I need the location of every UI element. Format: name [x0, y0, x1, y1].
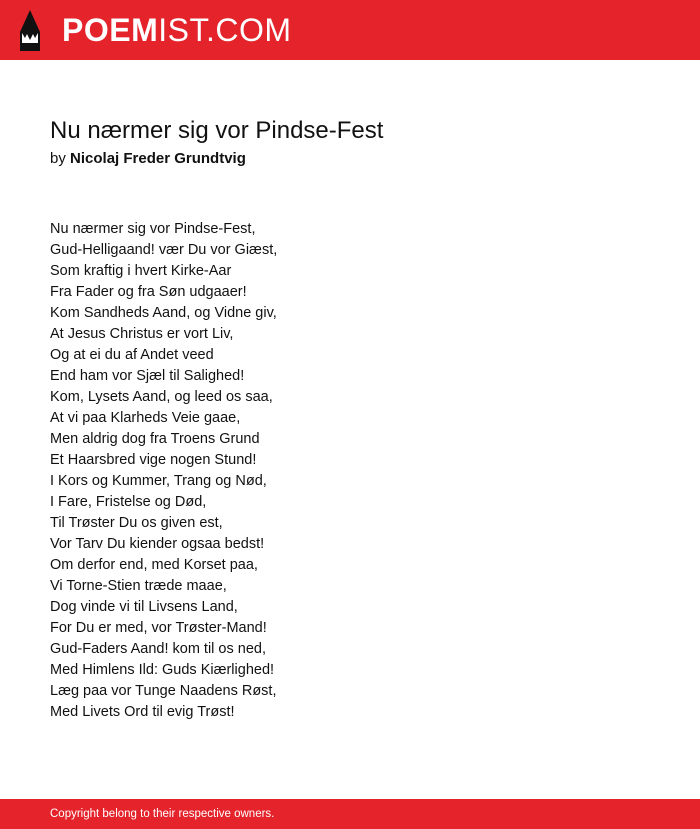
poem-line: Med Himlens Ild: Guds Kiærlighed!: [50, 662, 275, 678]
poem-body: [50, 219, 650, 723]
poem-line: Gud-Faders Aand! kom til os ned,: [50, 641, 266, 657]
brand-bold-text: POEM: [62, 12, 159, 48]
poem-line: Men aldrig dog fra Troens Grund: [50, 431, 260, 447]
poem-line: Vor Tarv Du kiender ogsaa bedst!: [50, 536, 265, 552]
poem-line: Og at ei du af Andet veed: [50, 347, 214, 363]
poem-line: At vi paa Klarheds Veie gaae,: [50, 410, 241, 426]
poem-line: I Fare, Fristelse og Død,: [50, 494, 207, 510]
site-footer: [0, 799, 700, 829]
poem-line: For Du er med, vor Trøster-Mand!: [50, 620, 267, 636]
poem-title: Nu nærmer sig vor Pindse-Fest: [50, 117, 384, 144]
poem-line: Dog vinde vi til Livsens Land,: [50, 599, 238, 615]
poem-line: Om derfor end, med Korset paa,: [50, 557, 258, 573]
poem-line: Til Trøster Du os given est,: [50, 515, 223, 531]
poem-line: Et Haarsbred vige nogen Stund!: [50, 452, 257, 468]
poem-byline: [50, 149, 246, 169]
poem-line: Fra Fader og fra Søn udgaaer!: [50, 284, 247, 300]
by-label: by: [50, 150, 66, 167]
pen-nib-icon[interactable]: [18, 10, 42, 51]
poem-line: Kom Sandheds Aand, og Vidne giv,: [50, 305, 277, 321]
poem-line: End ham vor Sjæl til Salighed!: [50, 368, 245, 384]
poem-line: Nu nærmer sig vor Pindse-Fest,: [50, 221, 256, 237]
poem-line: I Kors og Kummer, Trang og Nød,: [50, 473, 267, 489]
poem-line: Gud-Helligaand! vær Du vor Giæst,: [50, 242, 278, 258]
copyright-text: Copyright belong to their respective owners.: [50, 808, 275, 820]
poem-line: Læg paa vor Tunge Naadens Røst,: [50, 683, 277, 699]
poem-line: Som kraftig i hvert Kirke-Aar: [50, 263, 232, 279]
poem-line: At Jesus Christus er vort Liv,: [50, 326, 234, 342]
site-brand-link[interactable]: [62, 12, 292, 48]
poem-line: Vi Torne-Stien træde maae,: [50, 578, 227, 594]
author-name: Nicolaj Freder Grundtvig: [70, 150, 246, 167]
brand-light-text: IST.COM: [158, 12, 292, 48]
poem-line: Kom, Lysets Aand, og leed os saa,: [50, 389, 273, 405]
site-header: [0, 0, 700, 60]
poem-line: Med Livets Ord til evig Trøst!: [50, 704, 235, 720]
